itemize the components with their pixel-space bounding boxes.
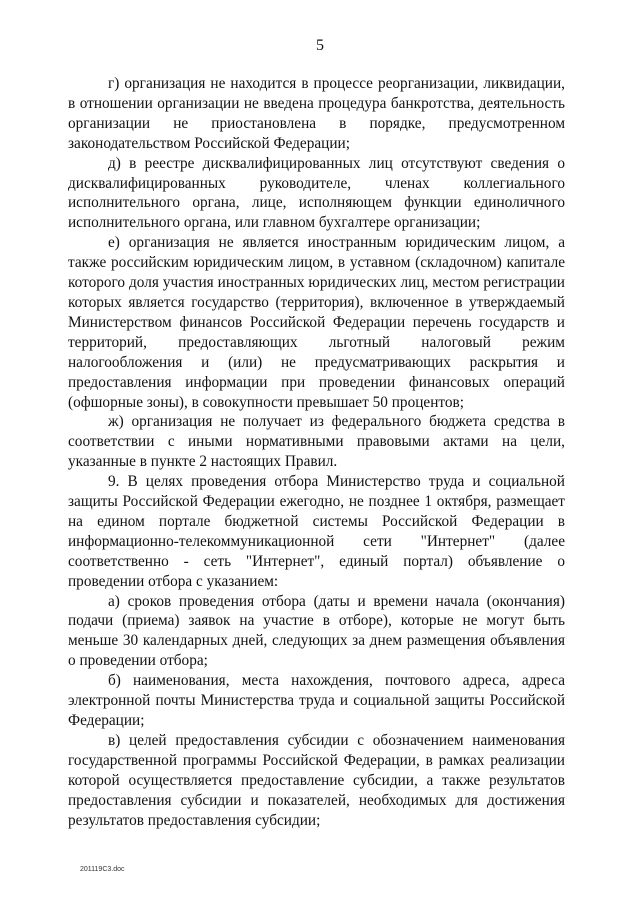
paragraph-b: б) наименования, места нахождения, почтового адреса, адреса электронной почты Министерства труда и социальной защиты Российской Федерации; <box>68 672 565 729</box>
paragraph-9: 9. В целях проведения отбора Министерство труда и социальной защиты Российской Федерации ежегодно, не позднее 1 октября, размещает на едином портале бюджетной системы Российской Федерации в информационно-телекоммуникационной сети "Интернет" (далее соответственно - сеть "Интернет", единый портал) объявление о проведении отбора с указанием: <box>68 473 565 590</box>
paragraph-d: д) в реестре дисквалифицированных лиц отсутствуют сведения о дисквалифицированных руководителе, членах коллегиального исполнительного органа, лице, исполняющем функции единоличного исполнительного органа, или главном бухгалтере организации; <box>68 154 565 232</box>
paragraph-e: е) организация не является иностранным юридическим лицом, а также российским юридическим лицом, в уставном (складочном) капитале которого доля участия иностранных юридических лиц, местом регистрации которых является государство (территория), включенное в утверждаемый Министерством финансов Российской Федерации перечень государств и территорий, предоставляющих льготный налоговый режим налогообложения и (или) не предусматривающих раскрытия и предоставления информации при проведении финансовых операций (офшорные зоны), в совокупности превышает 50 процентов; <box>68 234 565 411</box>
page-number: 5 <box>316 37 324 54</box>
paragraph-zh: ж) организация не получает из федерального бюджета средства в соответствии с иными нормативными правовыми актами на цели, указанные в пункте 2 настоящих Правил. <box>68 413 565 471</box>
footer-filename: 201119C3.doc <box>80 866 125 873</box>
document-body <box>68 74 565 830</box>
paragraph-g: г) организация не находится в процессе реорганизации, ликвидации, в отношении организации не введена процедура банкротства, деятельность организации не приостановлена в порядке, предусмотренном законодательством Российской Федерации; <box>68 75 565 152</box>
paragraph-a: а) сроков проведения отбора (даты и времени начала (окончания) подачи (приема) заявок на участие в отборе), которые не могут быть меньше 30 календарных дней, следующих за днем размещения объявления о проведении отбора; <box>68 592 565 670</box>
paragraph-v: в) целей предоставления субсидии с обозначением наименования государственной программы Российской Федерации, в рамках реализации которой осуществляется предоставление субсидии, а также результатов предоставления субсидии и показателей, необходимых для достижения результатов предоставления субсидии; <box>68 731 565 829</box>
